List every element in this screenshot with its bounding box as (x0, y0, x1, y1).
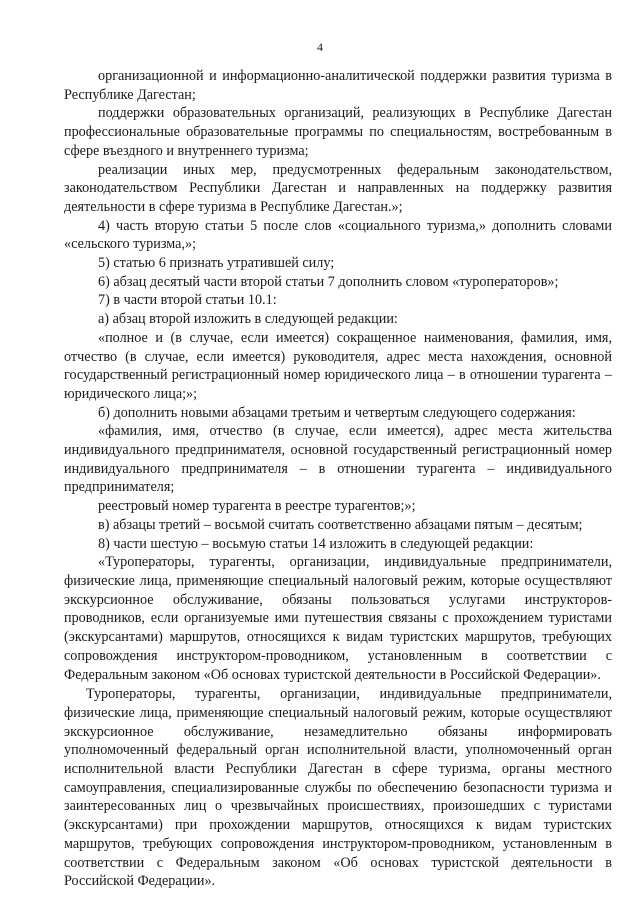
paragraph: 5) статью 6 признать утратившей силу; (98, 255, 335, 272)
paragraph: «Туроператоры, турагенты, организации, индивидуальные предприниматели, физические лица, применяющие специальный налоговый режим, которые осуществляют экскурсионное обслуживание, обязаны пользоваться услугами инструкторов-проводников, если организуемые ими путешествия связаны с прохождением туристами (экскурсантами) маршрутов, относящихся к видам туристских маршрутов, требующих сопровождения инструктором-проводником, установленным в соответствии с Федеральным законом «Об основах туристской деятельности в Российской Федерации». (64, 554, 612, 683)
paragraph: «полное и (в случае, если имеется) сокращенное наименования, фамилия, имя, отчество (в случае, если имеется) руководителя, адрес места нахождения, основной государственный регистрационный номер юридического лица – в отношении турагента – юридического лица;»; (64, 329, 612, 402)
page-number: 4 (317, 40, 323, 54)
paragraph: в) абзацы третий – восьмой считать соответственно абзацами пятым – десятым; (98, 516, 583, 533)
paragraph: организационной и информационно-аналитической поддержки развития туризма в Республике Дагестан; (64, 68, 612, 103)
paragraph: реализации иных мер, предусмотренных федеральным законодательством, законодательством Республики Дагестан и направленных на поддержку развития деятельности в сфере туризма в Республике Дагестан.»; (64, 161, 612, 215)
paragraph: Туроператоры, турагенты, организации, индивидуальные предприниматели, физические лица, применяющие специальный налоговый режим, которые осуществляют экскурсионное обслуживание, незамедлительно обязаны информировать уполномоченный федеральный орган исполнительной власти, уполномоченный орган исполнительной власти Республики Дагестан в сфере туризма, органы местного самоуправления, специализированные службы по обеспечению безопасности туризма и заинтересованных лиц о чрезвычайных происшествиях, произошедших с туристами (экскурсантами) при прохождении маршрутов, относящихся к видам туристских маршрутов, требующих сопровождения инструктором-проводником, установленным в соответствии с Федеральным законом «Об основах туристской деятельности в Российской Федерации». (64, 686, 612, 890)
paragraph: 7) в части второй статьи 10.1: (98, 292, 277, 309)
paragraph: реестровый номер турагента в реестре турагентов;»; (98, 498, 416, 515)
paragraph: б) дополнить новыми абзацами третьим и четвертым следующего содержания: (98, 404, 576, 421)
paragraph: «фамилия, имя, отчество (в случае, если имеется), адрес места жительства индивидуального предпринимателя, основной государственный регистрационный номер индивидуального предпринимателя – в отношении турагента – индивидуального предпринимателя; (64, 423, 612, 496)
paragraph: поддержки образовательных организаций, реализующих в Республике Дагестан профессиональные образовательные программы по специальностям, востребованным в сфере въездного и внутреннего туризма; (64, 105, 612, 159)
document-body (64, 67, 612, 891)
paragraph: а) абзац второй изложить в следующей редакции: (98, 311, 398, 328)
paragraph: 6) абзац десятый части второй статьи 7 дополнить словом «туроператоров»; (98, 273, 559, 290)
paragraph: 8) части шестую – восьмую статьи 14 изложить в следующей редакции: (98, 535, 534, 552)
paragraph: 4) часть вторую статьи 5 после слов «социального туризма,» дополнить словами «сельского туризма,»; (64, 217, 612, 253)
